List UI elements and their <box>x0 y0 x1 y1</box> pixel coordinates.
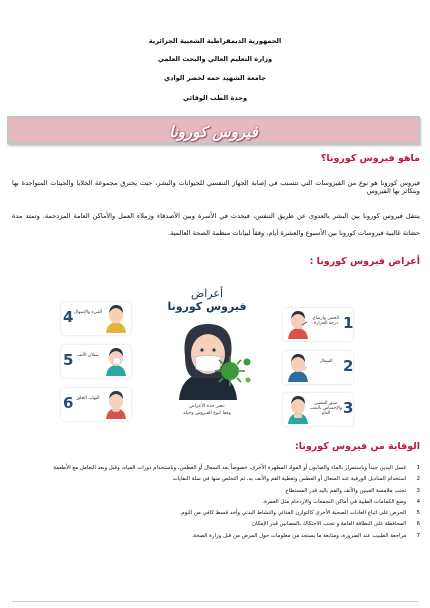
symptom-card-6 <box>61 388 131 421</box>
section-heading-prevention: الوقاية من فيروس كورونا: <box>294 441 420 452</box>
virus-icon <box>213 354 253 388</box>
symptom-number-4: 4 <box>63 308 74 326</box>
symptom-number-2: 2 <box>343 357 354 375</box>
prevention-item <box>14 531 420 542</box>
prevention-item <box>14 486 420 497</box>
symptom-number-6: 6 <box>63 394 74 412</box>
page-bottom-rule <box>12 601 418 602</box>
prevention-item <box>14 497 420 508</box>
nausea-icon <box>103 304 129 333</box>
infographic-note-line2: وفقا لنوع الفيروس وحيله <box>183 411 231 416</box>
cough-icon <box>285 353 311 382</box>
prevention-number: 5 <box>416 510 420 517</box>
symptom-label-1: الحمى وارتفاع درجة الحرارة <box>313 316 339 326</box>
prevention-list <box>14 463 420 542</box>
prevention-item <box>14 519 420 530</box>
prevention-text: غسل اليدين جيداً وباستمرار بالماء والصابون أو المواد المطهرة الأخرى، خصوصاً بعد السعال أو العطس، وباستخدام دورات المياه، وقبل وبعد التعامل مع الأطعمة <box>53 465 407 471</box>
header-republic: الجمهورية الديمقراطية الشعبية الجزائرية <box>148 37 282 45</box>
header-unit: وحدة الطب الوقائي <box>182 94 248 102</box>
sore-throat-icon <box>103 390 129 419</box>
prevention-text: الحرص على اتباع العادات الصحية الأخرى كالتوازن الغذائي والنشاط البدني وأخد قسط كافي من النوم. <box>179 510 407 517</box>
symptom-card-4 <box>61 302 131 335</box>
prevention-item <box>14 474 420 485</box>
prevention-number: 4 <box>416 498 420 505</box>
prevention-number: 3 <box>416 487 420 494</box>
prevention-text: وضع الكمامات الطبية في أماكن التجمعات والازدحام مثل العمرة. <box>262 498 407 505</box>
prevention-number: 2 <box>416 476 420 483</box>
prevention-number: 1 <box>416 465 420 471</box>
page-title: فيروس كورونا <box>169 123 258 141</box>
prevention-text: استخدام المناديل الورقية عند السعال أو العطس وتغطية الفم والأنف به، ثم التخلص منها في سلة النفايات <box>172 476 407 483</box>
paragraph-transmission: ينتقل فيروس كورونا بين البشر بالعدوى عن طريق التنفس، فيحدث في الأسرة وبين الأصدقاء وزملاء العمل والأماكن العامة المزدحمة. وتمتد مدة حضانة غالبية فيروسات كورونا بين الأسبوع والعشرة أيام، وفقاً لبيانات منظمة الصحة العالمية. <box>12 212 420 237</box>
infographic-title-line2: فيروس كورونا <box>167 300 247 313</box>
symptom-card-3 <box>283 393 353 426</box>
symptom-label-2: السعال <box>319 359 333 364</box>
paragraph-definition: فيروس كورونا هو نوع من الفيروسات التي تتسبب في إصابة الجهاز التنفسي للحيوانات والبشر، حيث يخترق مجموعة الخلايا والجينات المتواجدة بها ويتكاثر بها الفيروس <box>12 179 420 195</box>
prevention-item <box>14 508 420 519</box>
header-university: جامعة الشهيد حمه لخضر الوادي <box>163 74 267 82</box>
prevention-number: 7 <box>416 532 420 539</box>
symptom-card-5 <box>61 345 131 378</box>
section-heading-symptoms: أعراض فيروس كورونا : <box>309 256 420 267</box>
section-heading-what-is: ماهو فيروس كورونا؟ <box>320 153 420 164</box>
symptom-label-3: ضيق التنفس والإحساس بالتعب العام <box>309 401 343 416</box>
symptoms-infographic <box>57 280 357 429</box>
header-ministry: وزارة التعليم العالي والبحث العلمي <box>157 55 273 63</box>
breathing-icon <box>285 395 311 424</box>
infographic-title-line1: أعراض <box>190 287 224 300</box>
symptom-card-2 <box>283 351 353 384</box>
symptom-number-5: 5 <box>63 351 74 369</box>
prevention-number: 6 <box>416 521 420 528</box>
symptom-label-5: سيلان الأنف <box>77 353 99 358</box>
prevention-text: المحافظة على النظافة العامة و تجنب الاحتكاك بالمصابين قدر الإمكان <box>252 521 407 528</box>
runny-nose-icon <box>103 347 129 376</box>
symptom-number-3: 3 <box>343 399 354 417</box>
symptom-number-1: 1 <box>343 314 354 332</box>
fever-icon <box>285 310 311 339</box>
infographic-note-line1: تتغير حدة الأعراض <box>189 404 225 409</box>
prevention-text: مراجعة الطبيب عند الضرورة، ومتابعة ما يستجد من معلومات حول المرض من قبل وزارة الصحة. <box>191 532 407 539</box>
symptom-label-6: التهاب الحلق <box>76 396 100 401</box>
symptom-card-1 <box>283 308 353 341</box>
title-banner <box>7 116 420 144</box>
symptom-label-4: القيء والإسهال <box>74 310 102 315</box>
prevention-item <box>14 463 420 474</box>
prevention-text: تجنب ملامسة العينين والأنف والفم باليد قدر المستطاع <box>285 487 407 494</box>
